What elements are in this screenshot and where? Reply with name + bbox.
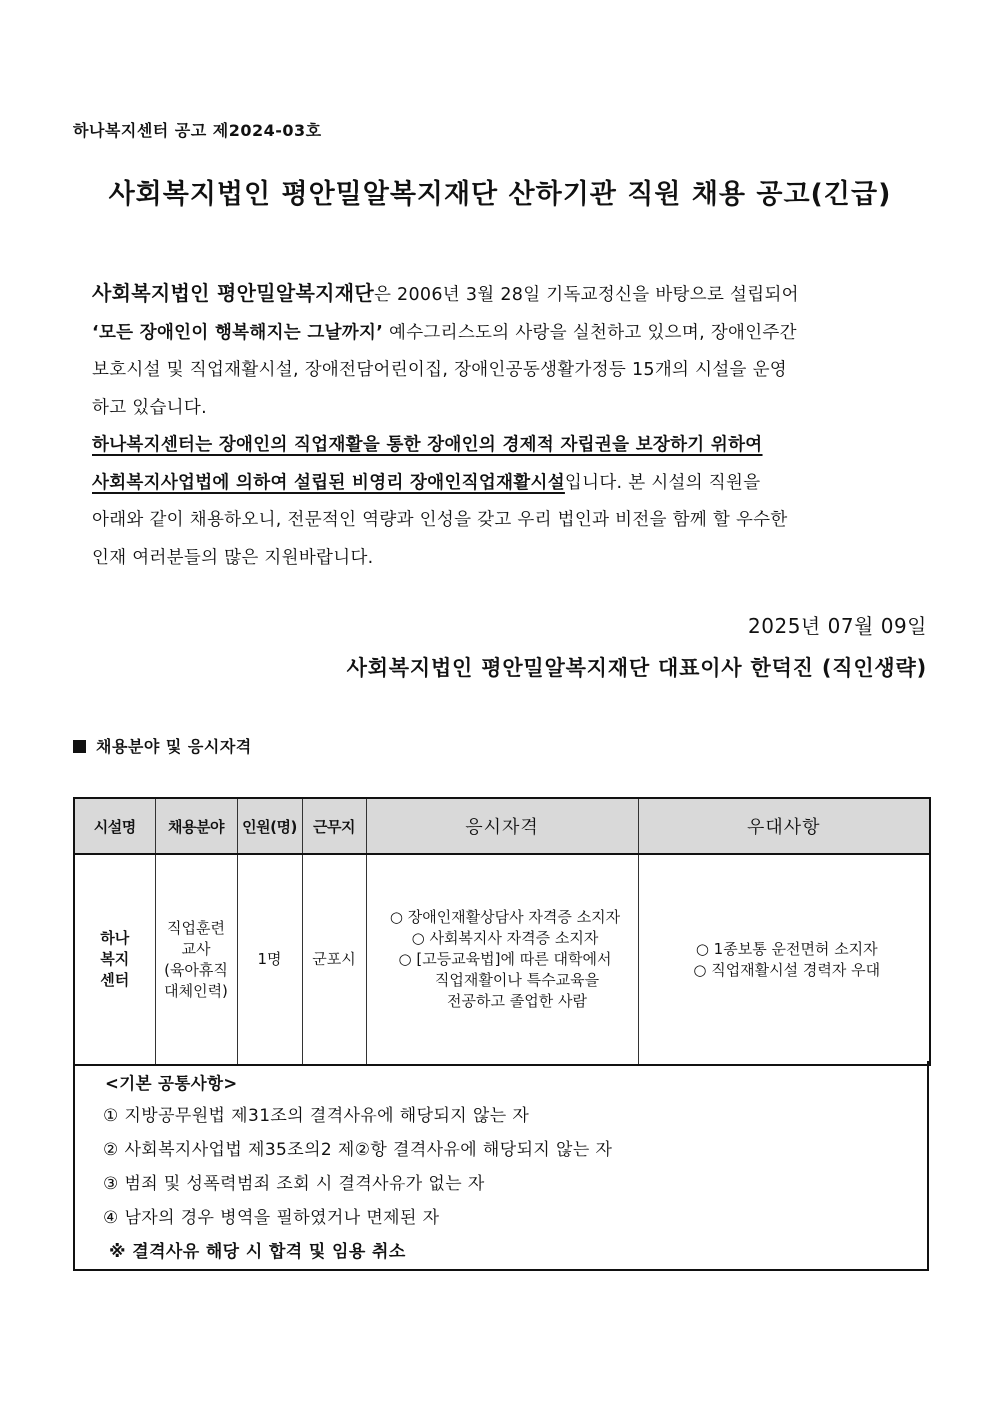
list-item: 직업재활이나 특수교육을 bbox=[434, 971, 600, 989]
intro-line: 하고 있습니다. bbox=[92, 397, 207, 418]
list-item: ② 사회복지사업법 제35조의2 제②항 결격사유에 해당되지 않는 자 bbox=[103, 1140, 613, 1160]
cell-facility: 하나 복지 센터 bbox=[74, 854, 155, 1065]
slogan: ‘모든 장애인이 행복해지는 그날까지’ bbox=[92, 322, 384, 343]
intro-line: 아래와 같이 채용하오니, 전문적인 역량과 인성을 갖고 우리 법인과 비전을 함께 할 우수한 bbox=[92, 510, 788, 530]
cell-preferences bbox=[638, 854, 930, 1065]
black-square-icon bbox=[73, 740, 86, 753]
recruitment-table bbox=[73, 797, 931, 1066]
list-item: 전공하고 졸업한 사람 bbox=[447, 992, 587, 1010]
list-item: ① 지방공무원법 제31조의 결격사유에 해당되지 않는 자 bbox=[103, 1106, 530, 1126]
cell-count: 1명 bbox=[237, 854, 302, 1065]
intro-text: 은 2006년 3월 28일 기독교정신을 바탕으로 설립되어 bbox=[373, 285, 799, 305]
table-header-row bbox=[74, 798, 930, 854]
header-location: 근무지 bbox=[302, 798, 366, 854]
common-requirements bbox=[73, 1061, 929, 1271]
list-item: ○ 장애인재활상담사 자격증 소지자 bbox=[389, 908, 621, 926]
intro-text: 입니다. 본 시설의 직원을 bbox=[564, 472, 761, 493]
intro-line: 인재 여러분들의 많은 지원바랍니다. bbox=[92, 547, 374, 568]
section-title: 채용분야 및 응시자격 bbox=[96, 737, 252, 756]
list-item: ④ 남자의 경우 병역을 필하였거나 면제된 자 bbox=[103, 1208, 440, 1228]
foundation-name: 사회복지법인 평안밀알복지재단 bbox=[92, 281, 374, 305]
header-preferences: 우대사항 bbox=[638, 798, 930, 854]
intro-line bbox=[92, 465, 932, 503]
list-item: ○ [고등교육법]에 따른 대학에서 bbox=[398, 950, 612, 968]
list-item: ○ 직업재활시설 경력자 우대 bbox=[693, 960, 881, 979]
cell-location: 군포시 bbox=[302, 854, 366, 1065]
list-item: ○ 사회복지사 자격증 소지자 bbox=[411, 929, 599, 947]
announcement-date: 2025년 07월 09일 bbox=[748, 614, 927, 638]
list-item: ③ 범죄 및 성폭력범죄 조회 시 결격사유가 없는 자 bbox=[103, 1174, 485, 1194]
page-title: 사회복지법인 평안밀알복지재단 산하기관 직원 채용 공고(긴급) bbox=[108, 179, 892, 210]
section-heading bbox=[73, 734, 252, 757]
signer: 사회복지법인 평안밀알복지재단 대표이사 한덕진 (직인생략) bbox=[346, 656, 927, 680]
cell-qualifications bbox=[366, 854, 638, 1065]
notice-number: 하나복지센터 공고 제2024-03호 bbox=[73, 121, 322, 140]
cell-field: 직업훈련 교사 (육아휴직 대체인력) bbox=[155, 854, 237, 1065]
header-facility: 시설명 bbox=[74, 798, 155, 854]
list-item: ○ 1종보통 운전면허 소지자 bbox=[695, 939, 878, 958]
table-row bbox=[74, 854, 930, 1065]
intro-line: 보호시설 및 직업재활시설, 장애전담어린이집, 장애인공동생활가정등 15개의 시설을 운영 bbox=[92, 360, 788, 380]
center-definition: 사회복지사업법에 의하여 설립된 비영리 장애인직업재활시설 bbox=[92, 472, 565, 493]
common-heading: <기본 공통사항> bbox=[105, 1074, 238, 1093]
intro-paragraph bbox=[92, 275, 932, 577]
header-qualifications: 응시자격 bbox=[366, 798, 638, 854]
header-field: 채용분야 bbox=[155, 798, 237, 854]
intro-line bbox=[92, 275, 932, 315]
center-mission: 하나복지센터는 장애인의 직업재활을 통한 장애인의 경제적 자립권을 보장하기 위하여 bbox=[92, 435, 763, 455]
intro-line bbox=[92, 427, 932, 465]
intro-text: 예수그리스도의 사랑을 실천하고 있으며, 장애인주간 bbox=[383, 322, 797, 343]
intro-line bbox=[92, 315, 932, 353]
header-count: 인원(명) bbox=[237, 798, 302, 854]
warning-note: ※ 결격사유 해당 시 합격 및 임용 취소 bbox=[109, 1242, 406, 1262]
